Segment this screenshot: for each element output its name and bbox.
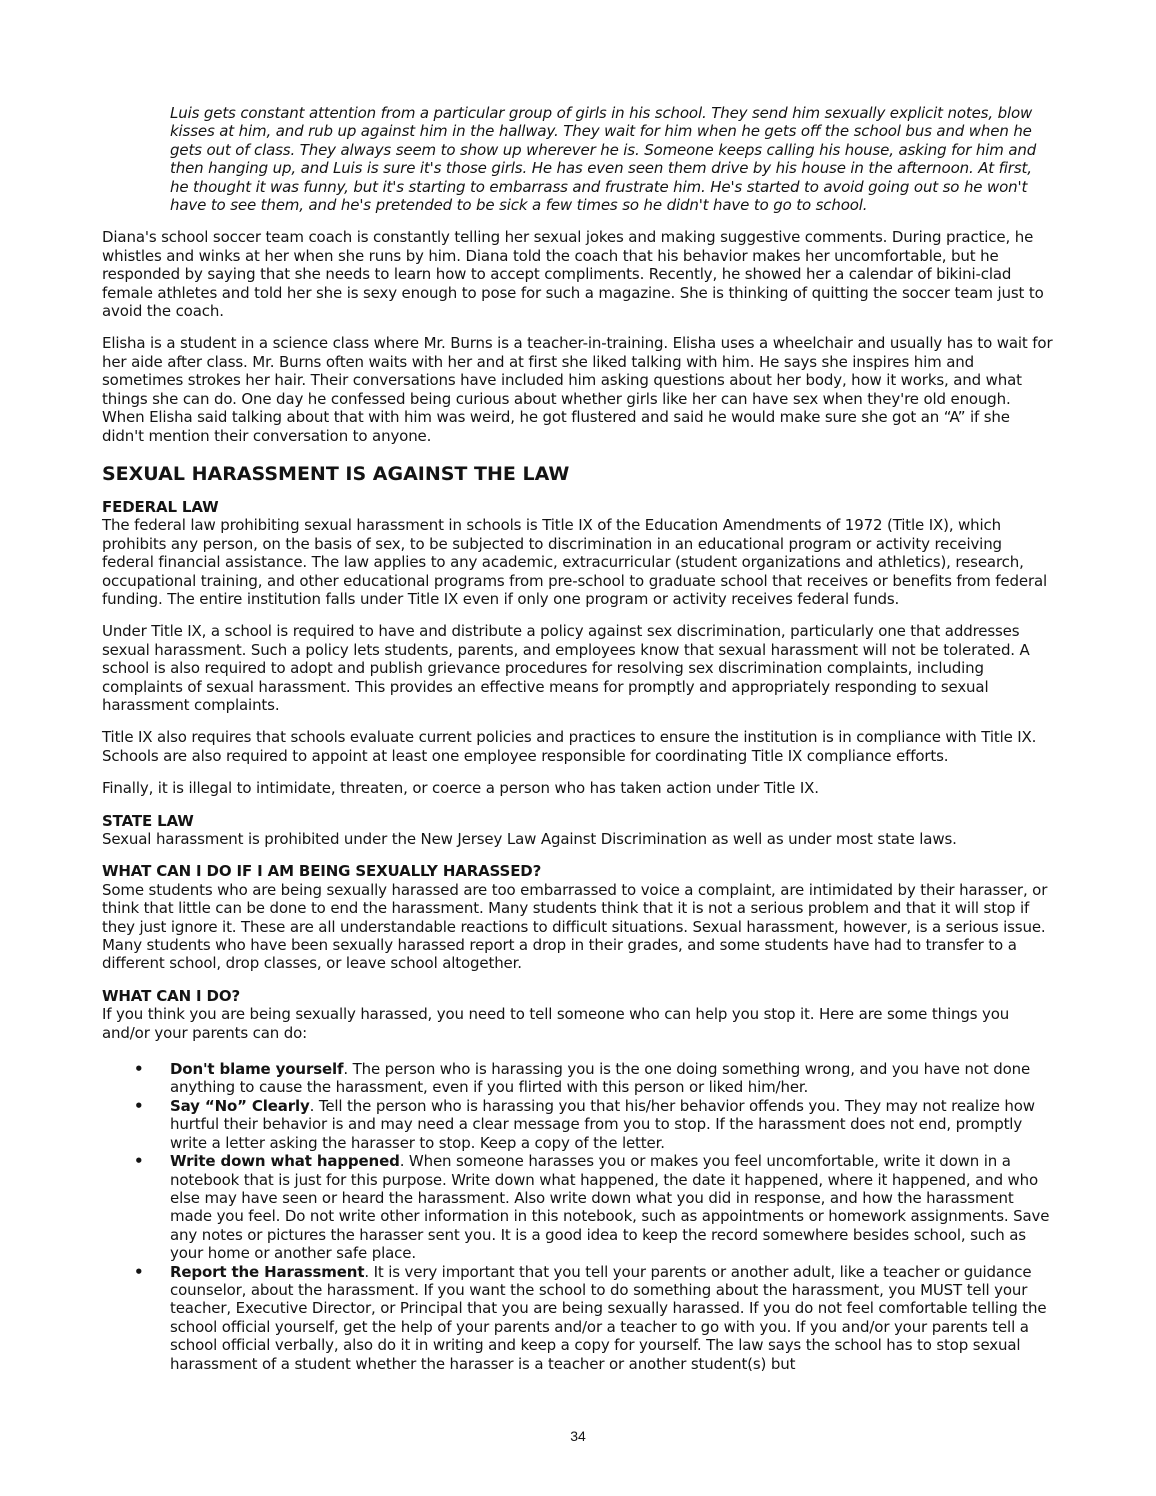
list-item-text: . When someone harasses you or makes you feel uncomfortable, write it down in a notebook that is just for this purpose. Write down what happened, the date it happened, where it happened, and who else may have seen or heard the harassment. Also write down what you did in response, and how the harassment made you feel. Do not write other information in this notebook, such as appointments or homework assignments. Save any notes or pictures the harasser sent you. It is a good idea to keep the record somewhere besides school, such as your home or another safe place. <box>170 1152 1050 1263</box>
list-item <box>134 1096 1054 1152</box>
scenario-luis: Luis gets constant attention from a particular group of girls in his school. They send him sexually explicit notes, blow kisses at him, and rub up against him in the hallway. They wait for him when he gets off the school bus and when he gets out of class. They always seem to show up wherever he is. Someone keeps calling his house, asking for him and then hanging up, and Luis is sure it's those girls. He has even seen them drive by his house in the afternoon. At first, he thought it was funny, but it's starting to embarrass and frustrate him. He's started to avoid going out so he won't have to see them, and he's pretended to be sick a few times so he didn't have to go to school. <box>170 104 1037 215</box>
state-law-text: Sexual harassment is prohibited under the New Jersey Law Against Discrimination as well as under most state laws. <box>102 830 957 848</box>
list-item-text: . It is very important that you tell your parents or another adult, like a teacher or guidance counselor, about the harassment. If you want the school to do something about the harassment, you MUST tell your teacher, Executive Director, or Principal that you are being sexually harassed. If you do not feel comfortable telling the school official yourself, get the help of your parents and/or a teacher to go with you. If you and/or your parents tell a school official verbally, also do it in writing and keep a copy for yourself. The law says the school has to stop sexual harassment of a student whether the harasser is a teacher or another student(s) but <box>170 1262 1047 1373</box>
state-law-section <box>102 812 1054 849</box>
list-item <box>134 1152 1054 1263</box>
state-law-title: STATE LAW <box>102 811 194 830</box>
bullet-icon: • <box>134 1096 144 1115</box>
list-item-lead: Write down what happened <box>170 1152 400 1171</box>
list-item-lead: Say “No” Clearly <box>170 1096 310 1115</box>
harassed-text: Some students who are being sexually harassed are too embarrassed to voice a complaint, are intimidated by their harasser, or think that little can be done to end the harassment. Many students think that it is not a serious problem and that it will stop if they just ignore it. These are all understandable reactions to difficult situations. Sexual harassment, however, is a serious issue. Many students who have been sexually harassed report a drop in their grades, and some students have had to transfer to a different school, drop classes, or leave school altogether. <box>102 880 1048 973</box>
harassed-title: WHAT CAN I DO IF I AM BEING SEXUALLY HARASSED? <box>102 862 542 881</box>
list-item-text: . The person who is harassing you is the one doing something wrong, and you have not done anything to cause the harassment, even if you flirted with this person or liked him/her. <box>170 1060 1031 1097</box>
harassed-section <box>102 862 1054 972</box>
bullet-icon: • <box>134 1152 144 1171</box>
section-heading: SEXUAL HARASSMENT IS AGAINST THE LAW <box>102 462 570 485</box>
list-item-text: . Tell the person who is harassing you that his/her behavior offends you. They may not realize how hurtful their behavior is and may need a clear message from you to stop. If the harassment does not end, promptly write a letter asking the harasser to stop. Keep a copy of the letter. <box>170 1096 1035 1152</box>
federal-law-paragraph-4: Finally, it is illegal to intimidate, threaten, or coerce a person who has taken action under Title IX. <box>102 779 819 798</box>
bullet-icon: • <box>134 1262 144 1281</box>
federal-law-paragraph-1: The federal law prohibiting sexual harassment in schools is Title IX of the Education Amendments of 1972 (Title IX), which prohibits any person, on the basis of sex, to be subjected to discrimination in an educational program or activity receiving federal financial assistance. The law applies to any academic, extracurricular (student organizations and athletics), research, occupational training, and other educational programs from pre-school to graduate school that receives or benefits from federal funding. The entire institution falls under Title IX even if only one program or activity receives federal funds. <box>102 516 1048 608</box>
advice-list <box>102 1060 1054 1373</box>
what-can-i-do-text: If you think you are being sexually harassed, you need to tell someone who can help you stop it. Here are some things you and/or your parents can do: <box>102 1005 1010 1042</box>
list-item-lead: Report the Harassment <box>170 1262 365 1281</box>
what-can-i-do-section <box>102 987 1054 1373</box>
what-can-i-do-title: WHAT CAN I DO? <box>102 986 240 1005</box>
page-content <box>102 104 1054 1373</box>
list-item <box>134 1262 1054 1373</box>
list-item <box>134 1060 1054 1097</box>
federal-law-paragraph-2: Under Title IX, a school is required to have and distribute a policy against sex discrimination, particularly one that addresses sexual harassment. Such a policy lets students, parents, and employees know that sexual harassment will not be tolerated. A school is also required to adopt and publish grievance procedures for resolving sex discrimination complaints, including complaints of sexual harassment. This provides an effective means for promptly and appropriately responding to sexual harassment complaints. <box>102 622 1030 714</box>
federal-law-title: FEDERAL LAW <box>102 497 219 516</box>
federal-law-section <box>102 498 1054 798</box>
scenario-diana: Diana's school soccer team coach is constantly telling her sexual jokes and making suggestive comments. During practice, he whistles and winks at her when she runs by him. Diana told the coach that his behavior makes her uncomfortable, but he responded by saying that she needs to learn how to accept compliments. Recently, he showed her a calendar of bikini-clad female athletes and told her she is sexy enough to pose for such a magazine. She is thinking of quitting the soccer team just to avoid the coach. <box>102 228 1044 321</box>
list-item-lead: Don't blame yourself <box>170 1060 344 1079</box>
federal-law-paragraph-3: Title IX also requires that schools evaluate current policies and practices to ensure the institution is in compliance with Title IX. Schools are also required to appoint at least one employee responsible for coordinating Title IX compliance efforts. <box>102 728 1037 765</box>
scenario-elisha: Elisha is a student in a science class where Mr. Burns is a teacher-in-training. Elisha uses a wheelchair and usually has to wait for her aide after class. Mr. Burns often waits with her and at first she liked talking with him. He says she inspires him and sometimes strokes her hair. Their conversations have included him asking questions about her body, how it works, and what things she can do. One day he confessed being curious about whether girls like her can have sex when they're old enough. When Elisha said talking about that with him was weird, he got flustered and said he would make sure she got an “A” if she didn't mention their conversation to anyone. <box>102 334 1053 445</box>
page-number: 34 <box>570 1428 586 1444</box>
bullet-icon: • <box>134 1060 144 1079</box>
